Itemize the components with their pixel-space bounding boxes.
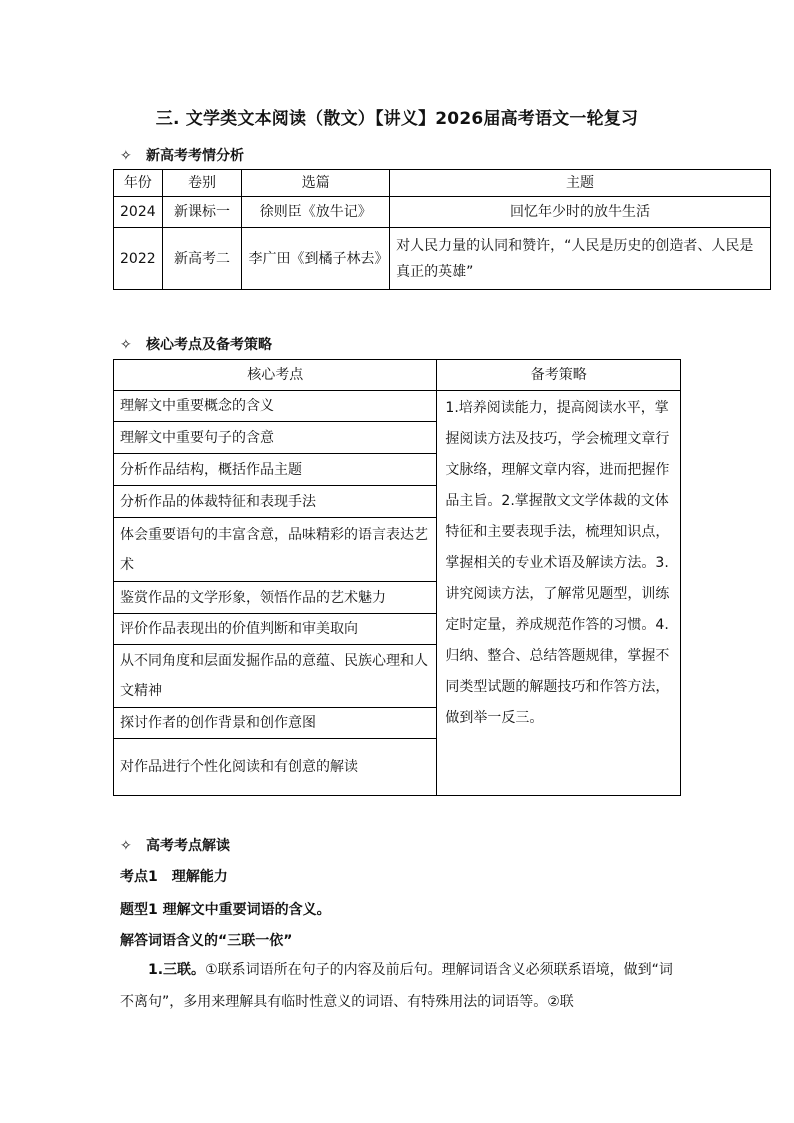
core-point-cell: 分析作品结构，概括作品主题 bbox=[114, 454, 437, 486]
strategy-cell: 1.培养阅读能力，提高阅读水平，掌握阅读方法及技巧，学会梳理文章行文脉络，理解文章内容，进而把握作品主旨。2.掌握散文文学体裁的文体特征和主要表现手法，梳理知识点，掌握相关的专业术语及解读方法。3.讲究阅读方法，了解常见题型，训练定时定量，养成规范作答的习惯。4.归纳、整合、总结答题规律，掌握不同类型试题的解题技巧和作答方法，做到举一反三。 bbox=[437, 391, 681, 796]
table-cell: 新高考二 bbox=[162, 228, 242, 290]
table-cell: 李广田《到橘子林去》 bbox=[242, 228, 390, 290]
table-header-cell: 主题 bbox=[390, 170, 771, 197]
table-header-row bbox=[114, 360, 681, 391]
table-header-cell: 选篇 bbox=[242, 170, 390, 197]
table-header-cell: 备考策略 bbox=[437, 360, 681, 391]
table-cell: 对人民力量的认同和赞许，“人民是历史的创造者、人民是真正的英雄” bbox=[390, 228, 771, 290]
paragraph-lead: 1.三联。 bbox=[148, 962, 206, 978]
diamond-bullet-icon: ✧ bbox=[120, 838, 132, 854]
core-point-cell: 评价作品表现出的价值判断和审美取向 bbox=[114, 614, 437, 645]
diamond-bullet-icon: ✧ bbox=[120, 148, 132, 164]
body-paragraph bbox=[120, 954, 680, 1018]
table-header-row bbox=[114, 170, 771, 197]
section-heading-core: ✧ 核心考点及备考策略 bbox=[120, 337, 272, 353]
paragraph-text: ①联系词语所在句子的内容及前后句。理解词语含义必须联系语境，做到“词不离句”，多用来理解具有临时性意义的词语、有特殊用法的词语等。②联 bbox=[120, 962, 673, 1010]
table-row bbox=[114, 197, 771, 228]
table-cell: 2022 bbox=[114, 228, 163, 290]
tixing-heading: 题型1 理解文中重要词语的含义。 bbox=[120, 902, 331, 918]
table-row bbox=[114, 391, 681, 422]
table-header-cell: 卷别 bbox=[162, 170, 242, 197]
table-cell: 回忆年少时的放牛生活 bbox=[390, 197, 771, 228]
table-row bbox=[114, 228, 771, 290]
table-header-cell: 年份 bbox=[114, 170, 163, 197]
core-point-cell: 分析作品的体裁特征和表现手法 bbox=[114, 486, 437, 518]
core-point-cell: 从不同角度和层面发掘作品的意蕴、民族心理和人文精神 bbox=[114, 645, 437, 708]
table-cell: 2024 bbox=[114, 197, 163, 228]
section-heading-analysis: ✧ 新高考考情分析 bbox=[120, 148, 244, 164]
table-cell: 徐则臣《放牛记》 bbox=[242, 197, 390, 228]
core-point-cell: 探讨作者的创作背景和创作意图 bbox=[114, 708, 437, 739]
core-point-cell: 鉴赏作品的文学形象，领悟作品的艺术魅力 bbox=[114, 582, 437, 614]
core-point-cell: 理解文中重要概念的含义 bbox=[114, 391, 437, 422]
kaodian-heading: 考点1 理解能力 bbox=[120, 869, 228, 885]
table-header-cell: 核心考点 bbox=[114, 360, 437, 391]
core-point-cell: 理解文中重要句子的含意 bbox=[114, 422, 437, 454]
diamond-bullet-icon: ✧ bbox=[120, 337, 132, 353]
core-point-cell: 对作品进行个性化阅读和有创意的解读 bbox=[114, 739, 437, 796]
core-point-cell: 体会重要语句的丰富含意，品味精彩的语言表达艺术 bbox=[114, 518, 437, 582]
core-points-table bbox=[113, 359, 681, 796]
exam-analysis-table bbox=[113, 169, 771, 290]
section-heading-interpret: ✧ 高考考点解读 bbox=[120, 838, 230, 854]
page-title: 三. 文学类文本阅读（散文）【讲义】2026届高考语文一轮复习 bbox=[155, 109, 639, 129]
jieda-heading: 解答词语含义的“三联一依” bbox=[120, 933, 293, 949]
table-cell: 新课标一 bbox=[162, 197, 242, 228]
